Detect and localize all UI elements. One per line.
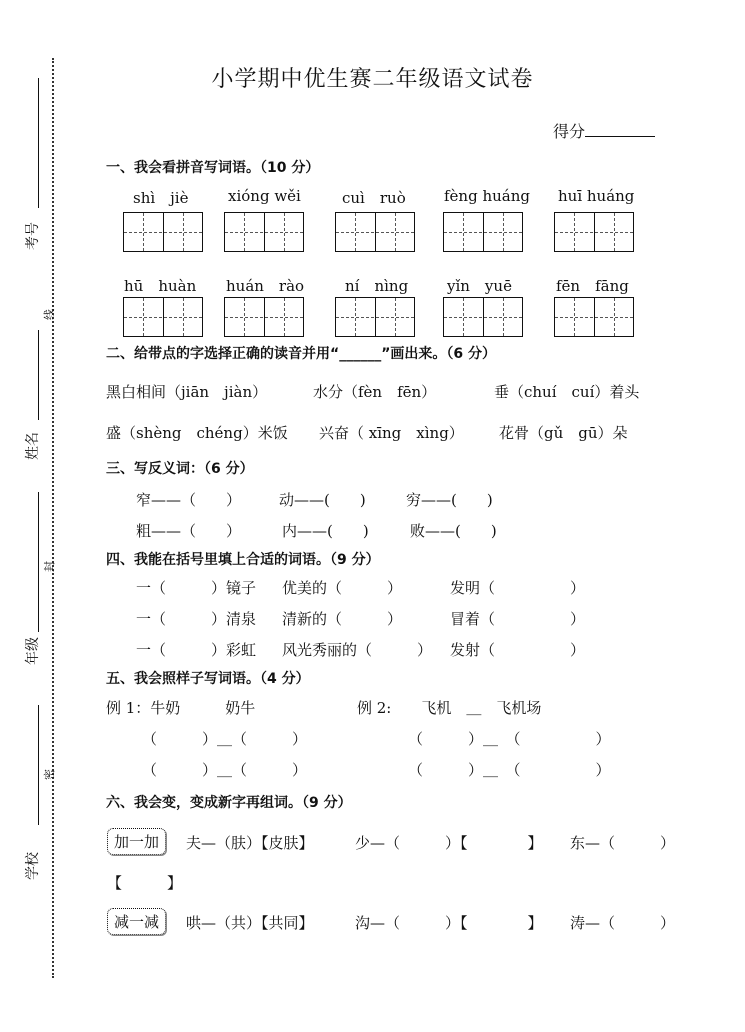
q2-item[interactable]: 花骨（gǔ gū）朵 (499, 424, 628, 442)
antonym-item[interactable]: 窄——（ ） (136, 491, 242, 509)
side-blank-line (38, 705, 39, 825)
pinyin-label: huī huáng (558, 187, 635, 205)
fill-item[interactable]: 一（ ）清泉 (136, 610, 257, 628)
add-blank-cont[interactable]: 【 】 (107, 874, 183, 892)
section-6-heading: 六、我会变，变成新字再组词。（9 分） (106, 795, 352, 811)
example-2: 例 2: 飞机 ＿ 飞机场 (357, 699, 542, 717)
binding-dotted-line (52, 58, 54, 978)
section-4-heading: 四、我能在括号里填上合适的词语。（9 分） (106, 552, 380, 568)
add-blank[interactable]: 东—（ ） (570, 834, 676, 852)
side-mark-mi: 密 (43, 769, 56, 780)
antonym-item[interactable]: 内——( ) (282, 522, 369, 540)
side-blank-line (38, 330, 39, 420)
section-5-heading: 五、我会照样子写词语。（4 分） (106, 671, 310, 687)
writing-grid[interactable] (335, 212, 415, 252)
writing-grid[interactable] (443, 212, 523, 252)
fill-item[interactable]: 风光秀丽的（ ） (282, 641, 433, 659)
pinyin-label: cuì ruò (342, 189, 406, 207)
side-label-xuexiao: 学校 (25, 852, 41, 880)
side-label-kaohao: 考号 (25, 222, 41, 250)
antonym-item[interactable]: 败——( ) (410, 522, 497, 540)
add-tag: 加一加 (107, 828, 166, 855)
side-label-nianji: 年级 (25, 637, 41, 665)
page-title: 小学期中优生赛二年级语文试卷 (211, 67, 534, 92)
section-3-heading: 三、写反义词：（6 分） (106, 461, 254, 477)
writing-grid[interactable] (123, 212, 203, 252)
writing-grid[interactable] (335, 297, 415, 337)
section-1-heading: 一、我会看拼音写词语。（10 分） (106, 160, 320, 176)
pinyin-label: xióng wěi (228, 187, 301, 205)
word-pair-blank[interactable]: （ ）＿ （ ） (408, 761, 611, 779)
pinyin-label: shì jiè (133, 189, 189, 207)
fill-item[interactable]: 发明（ ） (450, 579, 586, 597)
q2-item[interactable]: 兴奋（ xīng xìng） (319, 424, 464, 442)
writing-grid[interactable] (554, 297, 634, 337)
writing-grid[interactable] (224, 212, 304, 252)
q2-item[interactable]: 水分（fèn fēn） (313, 383, 437, 401)
writing-grid[interactable] (554, 212, 634, 252)
subtract-tag: 减一减 (107, 908, 166, 935)
example-1: 例 1：牛奶 奶牛 (106, 699, 256, 717)
pinyin-label: hū huàn (124, 277, 197, 295)
section-2-heading: 二、给带点的字选择正确的读音并用“______”画出来。（6 分） (106, 346, 497, 362)
add-blank[interactable]: 少—（ ）【 】 (355, 834, 543, 852)
q2-item[interactable]: 垂（chuí cuí）着头 (494, 383, 640, 401)
antonym-item[interactable]: 粗——（ ） (136, 522, 242, 540)
score-blank[interactable] (585, 122, 655, 137)
side-mark-feng: 封 (43, 561, 56, 572)
word-pair-blank[interactable]: （ ）＿（ ） (142, 761, 308, 779)
fill-item[interactable]: 清新的（ ） (282, 610, 403, 628)
word-pair-blank[interactable]: （ ）＿ （ ） (408, 730, 611, 748)
q2-item[interactable]: 盛（shèng chéng）米饭 (106, 424, 288, 442)
pinyin-label: fēn fāng (556, 277, 629, 295)
pinyin-label: fèng huáng (444, 187, 530, 205)
pinyin-label: yǐn yuē (447, 277, 512, 295)
subtract-blank[interactable]: 沟—（ ）【 】 (355, 914, 543, 932)
writing-grid[interactable] (123, 297, 203, 337)
side-mark-xian: 线 (43, 309, 56, 320)
fill-item[interactable]: 优美的（ ） (282, 579, 403, 597)
fill-item[interactable]: 冒着（ ） (450, 610, 586, 628)
add-example: 夫—（肤）【皮肤】 (186, 834, 314, 852)
side-blank-line (38, 492, 39, 632)
fill-item[interactable]: 发射（ ） (450, 641, 586, 659)
subtract-example: 哄—（共）【共同】 (186, 914, 314, 932)
writing-grid[interactable] (443, 297, 523, 337)
writing-grid[interactable] (224, 297, 304, 337)
pinyin-label: huán rào (226, 277, 305, 295)
score-field[interactable] (553, 119, 655, 142)
score-label: 得分 (553, 122, 586, 141)
fill-item[interactable]: 一（ ）彩虹 (136, 641, 257, 659)
pinyin-label: ní nìng (345, 277, 409, 295)
subtract-blank[interactable]: 涛—（ ） (570, 914, 676, 932)
antonym-item[interactable]: 穷——( ) (406, 491, 493, 509)
q2-item[interactable]: 黑白相间（jiān jiàn） (106, 383, 268, 401)
side-label-xingming: 姓名 (25, 432, 41, 460)
side-blank-line (38, 78, 39, 208)
word-pair-blank[interactable]: （ ）＿（ ） (142, 730, 308, 748)
fill-item[interactable]: 一（ ）镜子 (136, 579, 257, 597)
antonym-item[interactable]: 动——( ) (279, 491, 366, 509)
